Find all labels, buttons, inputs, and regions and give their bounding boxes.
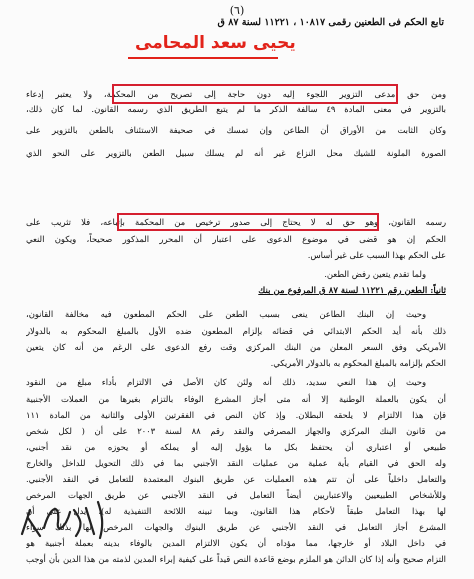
text-line: الأمريكي وفق السعر المعلن من البنك المركزي وقت رفع الدعوى على الرغم من أنه كان يتعين — [26, 342, 446, 352]
text-line: ذلك بأنه أيد الحكم الابتدائي في قضائه بإلزام المطعون ضده الأول بالمبلغ المحكوم به بالدولار — [26, 326, 446, 336]
text-line: طبيعي أو اعتباري أن يحتفظ بكل ما يؤول إليه أو يملكه أو يحوزه من نقد أجنبي، — [26, 442, 446, 452]
text-line: المشرع أجاز التعامل في النقد الأجنبي عن طريق البنوك والجهات المرخص لها بذلك سواء — [26, 522, 446, 532]
text-line: ولما تقدم يتعين رفض الطعن. — [324, 269, 426, 279]
text-line: وللأشخاص الطبيعيين والاعتباريين أيضاً التعامل في النقد الأجنبي عن طريق الجهات المرخص — [26, 490, 446, 500]
text-line: وله الحق في القيام بأية عملية من عمليات النقد الأجنبي بما في ذلك التحويل للداخل والخارج — [26, 458, 446, 468]
text-line: وحيث إن هذا النعي سديد، ذلك أنه ولئن كان الأصل في الالتزام بأداء مبلغ من النقود — [26, 377, 426, 387]
signature-mark — [14, 488, 109, 543]
text-line: وحيث إن البنك الطاعن ينعى بسبب الطعن على الحكم المطعون فيه مخالفة القانون، — [26, 309, 426, 319]
text-line: من قانون البنك المركزي والجهاز المصرفي والنقد رقم ٨٨ لسنة ٢٠٠٣ على أن ( لكل شخص — [26, 426, 446, 436]
text-line: الحكم إن هو قضى في موضوع الدعوى على اعتبار أن المحرر المذكور صحيحاً، ويكون النعي — [26, 234, 446, 244]
text-line: فإن هذا الالتزام لا يلحقه البطلان. وإذ كان النص في الفقرتين الأولى والثانية من المادة ١١١ — [26, 410, 446, 420]
text-line: الحكم بإلزامه بالمبلغ المحكوم به بالدولار الأمريكي. — [270, 358, 446, 368]
text-line: في داخل البلاد أو خارجها، مما مؤداه أن يكون الالتزام المدين بالوفاء بدينه بعملة أجنبية هو — [26, 538, 446, 548]
text-line: ومن حق مدعى التزوير اللجوء إليه دون حاجة إلى تصريح من المحكمة، ولا يعتبر إدعاء — [26, 89, 446, 99]
page-number: (٦) — [229, 4, 245, 17]
text-line: أن يكون بالعملة الوطنية إلا أنه متى أجاز المشرع الوفاء بالتزام بغيرها من العملات الأجنبية — [26, 394, 446, 404]
text-line: على الحكم بهذا السبب على غير أساس. — [307, 250, 446, 260]
author-watermark: يحيى سعد المحامى — [135, 33, 296, 53]
text-line: الصورة الملونة للشيك محل النزاع غير أنه لم يسلك سبيل الطعن بالتزوير على النحو الذي — [26, 148, 446, 158]
section-heading: ثانياً: الطعن رقم ١١٢٢١ لسنة ٨٧ ق المرفوع من بنك — [258, 286, 446, 296]
text-line: بالتزوير في معنى المادة ٤٩ سالفة الذكر ما لم يتبع الطريق الذي رسمه القانون. لما كان ذلك، — [26, 104, 446, 114]
text-line: لها بهذا التعامل طبقاً لأحكام هذا القانون، وبما تبينه اللائحة التنفيذية له)، يدل على أن — [26, 506, 446, 516]
text-line: التزام صحيح وأنه إذا كان الدائن هو الملزم بوضع قاعدة النص قيداً على كيفية إبراء المدين لذمته من هذا الدين بأن أوجب — [26, 554, 446, 564]
author-underline — [128, 57, 278, 59]
text-line: وكان الثابت من الأوراق أن الطاعن وإن تمسك في صحيفة الاستئناف بالطعن بالتزوير على — [26, 125, 446, 135]
text-line: رسمه القانون، وهو حق له لا يحتاج إلى صدور ترخيص من المحكمة بإتباعه، فلا تثريب على — [26, 217, 446, 227]
text-line: والتعامل داخلياً على أن تتم هذه العمليات عن طريق البنوك المعتمدة للتعامل في النقد الأجنبي. — [26, 474, 446, 484]
highlight-box-no-permit — [117, 213, 379, 231]
highlight-box-claim-right — [112, 84, 398, 104]
case-reference-line: تابع الحكم فى الطعنين رقمى ١٠٨١٧ ، ١١٢٢١ لسنة ٨٧ ق — [217, 17, 444, 28]
